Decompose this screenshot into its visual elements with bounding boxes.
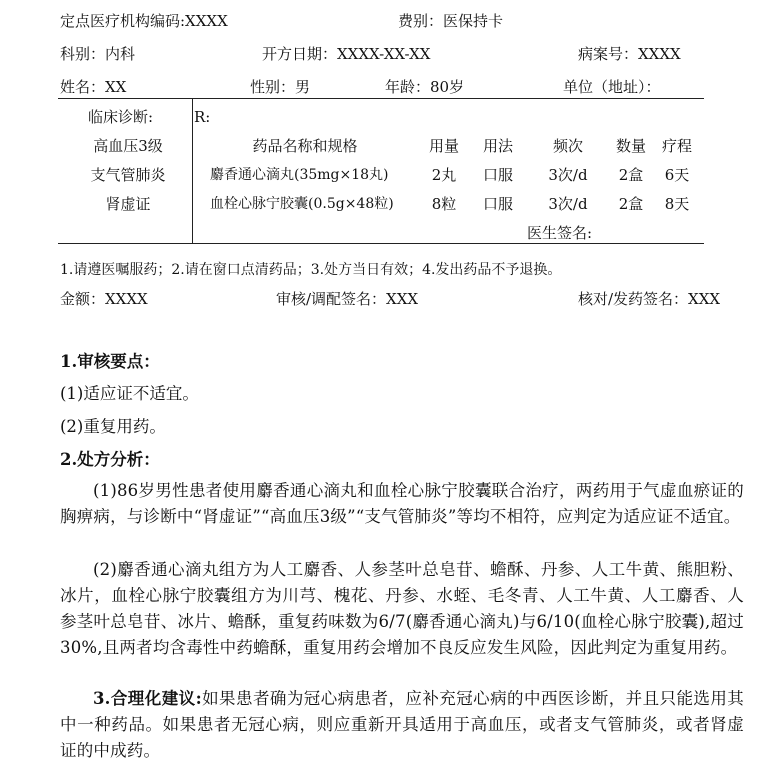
audit-point: (2)重复用药。 <box>60 417 166 436</box>
col-header-dose: 用量 <box>428 137 459 155</box>
drug-quantity: 2盒 <box>618 166 644 184</box>
amount: 金额：XXXX <box>60 290 148 308</box>
suggestion-heading: 3.合理化建议: <box>93 689 202 708</box>
analysis-paragraph: (1)86岁男性患者使用麝香通心滴丸和血栓心脉宁胶囊联合治疗，两药用于气虚血瘀证的胸痹病，与诊断中“肾虚证”“高血压3级”“支气管肺炎”等均不相符，应判定为适应证不适宜。 <box>60 481 744 526</box>
suggestion-text: 如果患者确为冠心病患者，应补充冠心病的中西医诊断，并且只能选用其中一种药品。如果患者无冠心病，则应重新开具适用于高血压，或者支气管肺炎，或者肾虚证的中成药。 <box>60 689 744 760</box>
drug-name: 血栓心脉宁胶囊(0.5g×48粒) <box>210 196 394 212</box>
drug-dose: 2丸 <box>431 166 457 184</box>
drug-route: 口服 <box>482 195 513 213</box>
drug-name: 麝香通心滴丸(35mg×18丸) <box>210 167 389 183</box>
col-header-frequency: 频次 <box>552 137 583 155</box>
drug-course: 6天 <box>664 166 690 184</box>
prescription-date: 开方日期：XXXX-XX-XX <box>262 45 431 63</box>
patient-age: 年龄：80岁 <box>385 78 465 96</box>
fee-type: 费别：医保持卡 <box>398 12 504 30</box>
drug-dose: 8粒 <box>431 195 457 213</box>
column-divider <box>192 99 193 243</box>
patient-sex: 性别：男 <box>250 78 311 96</box>
col-header-quantity: 数量 <box>615 137 646 155</box>
notice: 1.请遵医嘱服药；2.请在窗口点清药品；3.处方当日有效；4.发出药品不予退换。 <box>60 262 562 278</box>
audit-point: (1)适应证不适宜。 <box>60 384 199 403</box>
dispense-signature: 核对/发药签名：XXX <box>578 290 721 308</box>
top-divider <box>58 98 704 99</box>
patient-unit: 单位（地址）： <box>563 78 661 96</box>
section-heading: 1.审核要点： <box>60 352 160 371</box>
diagnosis-label: 临床诊断: <box>88 108 154 126</box>
review-signature: 审核/调配签名：XXX <box>276 290 419 308</box>
bottom-divider <box>58 243 704 244</box>
diagnosis-item: 支气管肺炎 <box>90 166 166 184</box>
drug-course: 8天 <box>664 195 690 213</box>
drug-frequency: 3次/d <box>548 166 588 184</box>
col-header-drug: 药品名称和规格 <box>252 137 358 155</box>
rx-mark: R: <box>194 108 211 126</box>
institution-code: 定点医疗机构编码:XXXX <box>60 12 228 30</box>
drug-quantity: 2盒 <box>618 195 644 213</box>
diagnosis-item: 肾虚证 <box>105 195 151 213</box>
patient-name: 姓名：XX <box>60 78 127 96</box>
col-header-route: 用法 <box>482 137 513 155</box>
department: 科别：内科 <box>60 45 136 63</box>
section-heading: 2.处方分析： <box>60 450 160 469</box>
col-header-course: 疗程 <box>661 137 692 155</box>
drug-route: 口服 <box>482 166 513 184</box>
doctor-signature: 医生签名: <box>527 224 593 242</box>
drug-frequency: 3次/d <box>548 195 588 213</box>
diagnosis-item: 高血压3级 <box>93 137 163 155</box>
record-number: 病案号：XXXX <box>578 45 681 63</box>
suggestion-paragraph <box>60 686 744 764</box>
analysis-paragraph: (2)麝香通心滴丸组方为人工麝香、人参茎叶总皂苷、蟾酥、丹参、人工牛黄、熊胆粉、冰片，血栓心脉宁胶囊组方为川芎、槐花、丹参、水蛭、毛冬青、人工牛黄、人工麝香、人参茎叶总皂苷、冰片、蟾酥，重复药味数为6/7(麝香通心滴丸)与6/10(血栓心脉宁胶囊),超过30%,且两者均含毒性中药蟾酥，重复用药会增加不良反应发生风险，因此判定为重复用药。 <box>60 560 744 657</box>
